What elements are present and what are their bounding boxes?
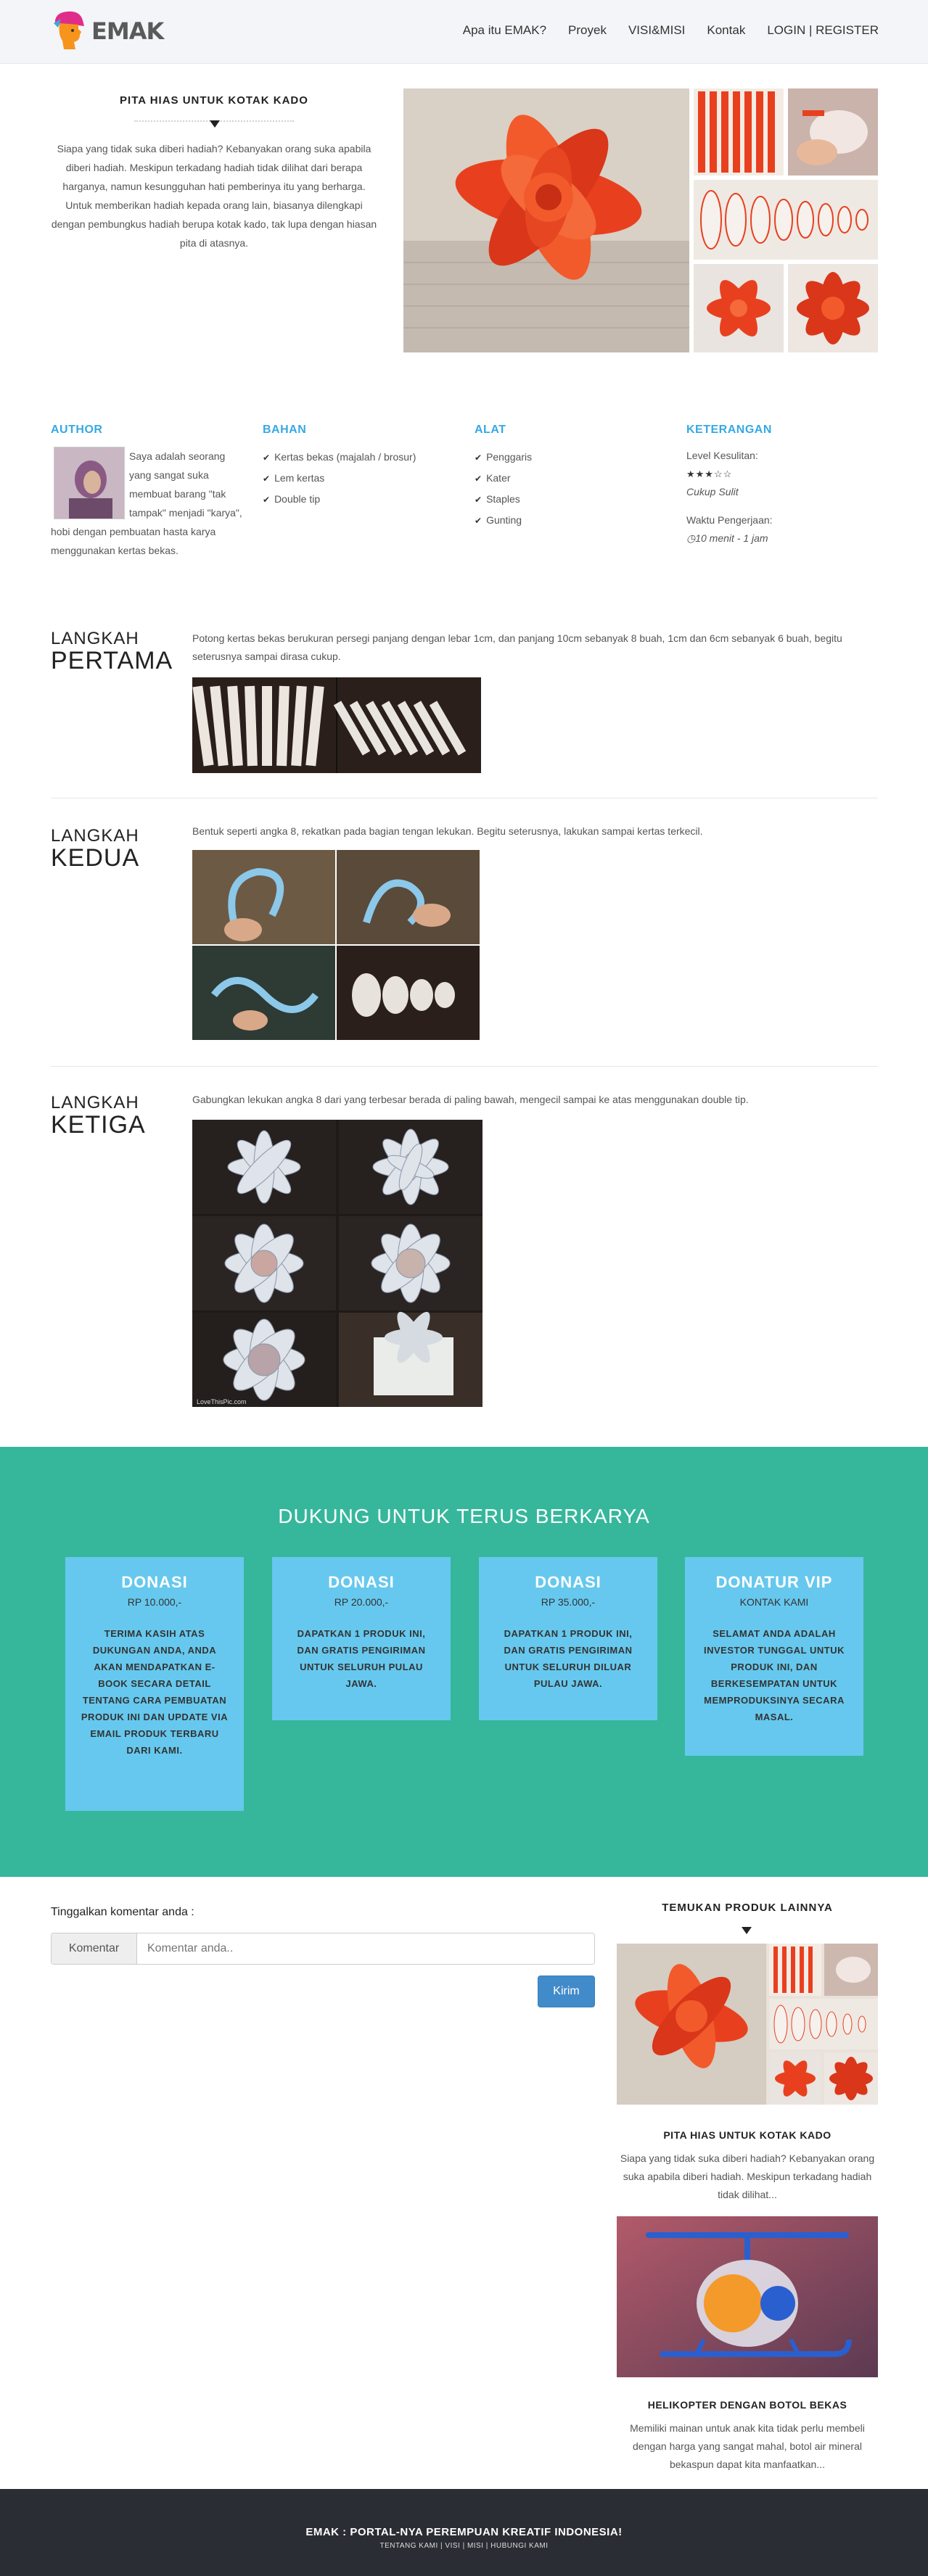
image-watermark: LoveThisPic.com bbox=[197, 1398, 247, 1405]
logo[interactable] bbox=[51, 9, 164, 54]
navbar bbox=[0, 0, 928, 64]
notes-section bbox=[686, 424, 882, 548]
donation-card-1[interactable] bbox=[65, 1557, 244, 1811]
comment-input[interactable] bbox=[137, 1933, 594, 1964]
logo-head-icon bbox=[51, 10, 87, 51]
footer bbox=[0, 2489, 928, 2576]
hero-arrow-icon bbox=[210, 120, 220, 128]
material-item: ✔ Kertas bekas (majalah / brosur) bbox=[263, 447, 459, 468]
donation-card-price: RP 35.000,- bbox=[541, 1596, 596, 1608]
related-product-1-image[interactable] bbox=[617, 1944, 878, 2105]
author-avatar bbox=[54, 447, 125, 519]
difficulty-value: Cukup Sulit bbox=[686, 486, 739, 498]
logo-text: EMAK bbox=[91, 17, 164, 45]
step-2-text: Bentuk seperti angka 8, rekatkan pada bagian tengan lekukan. Begitu seterusnya, lakukan sampai kertas terkecil. bbox=[192, 825, 703, 837]
materials-heading: BAHAN bbox=[263, 424, 307, 436]
notes-heading: KETERANGAN bbox=[686, 424, 772, 436]
step-1-text: Potong kertas bekas berukuran persegi panjang dengan lebar 1cm, dan panjang 10cm sebanyak 8 buah, 1cm dan 6cm sebanyak 6 buah, begitu seterusnya sampai dirasa cukup. bbox=[192, 632, 842, 662]
step-1-title-line1: LANGKAH bbox=[51, 629, 139, 648]
step-1 bbox=[51, 629, 878, 775]
hero-gallery bbox=[403, 88, 878, 352]
tools-section bbox=[475, 424, 670, 531]
materials-section bbox=[263, 424, 459, 510]
gallery-thumb-flower-small[interactable] bbox=[694, 264, 784, 352]
donation-card-desc: DAPATKAN 1 PRODUK INI, DAN GRATIS PENGIRIMAN UNTUK SELURUH DILUAR PULAU JAWA. bbox=[504, 1628, 633, 1689]
comment-label: Tinggalkan komentar anda : bbox=[51, 1906, 194, 1918]
donation-card-title: DONASI bbox=[328, 1573, 395, 1591]
hero-description: Siapa yang tidak suka diberi hadiah? Kebanyakan orang suka apabila diberi hadiah. Meskipun terkadang hadiah tidak dilihat dari berapa harganya, namun kesungguhan hati pemberinya itu yang berharga. Untuk memberikan hadiah kepada orang lain, biasanya dilengkapi dengan pembungkus hadiah berupa kotak kado, tak lupa dengan hiasan pita di atasnya. bbox=[51, 143, 377, 249]
related-products-title: TEMUKAN PRODUK LAINNYA bbox=[662, 1902, 833, 1914]
tool-item: ✔ Penggaris bbox=[475, 447, 670, 468]
tool-item: ✔ Staples bbox=[475, 489, 670, 510]
tool-item: ✔ Gunting bbox=[475, 510, 670, 531]
step-3-text: Gabungkan lekukan angka 8 dari yang terbesar berada di paling bawah, mengecil sampai ke atas menggunakan double tip. bbox=[192, 1094, 749, 1105]
nav-link-about[interactable]: Apa itu EMAK? bbox=[462, 23, 547, 37]
gallery-thumb-strips[interactable] bbox=[694, 88, 784, 176]
step-3-title-line1: LANGKAH bbox=[51, 1093, 139, 1112]
donation-card-price: RP 10.000,- bbox=[127, 1596, 182, 1608]
comment-addon: Komentar bbox=[52, 1933, 137, 1964]
difficulty-label: Level Kesulitan: bbox=[686, 450, 758, 461]
related-product-1-desc: Siapa yang tidak suka diberi hadiah? Kebanyakan orang suka apabila diberi hadiah. Meskipun terkadang hadiah tidak dilihat... bbox=[620, 2152, 875, 2200]
tools-heading: ALAT bbox=[475, 424, 506, 436]
donation-card-title: DONASI bbox=[121, 1573, 188, 1591]
related-arrow-icon bbox=[742, 1927, 752, 1934]
send-comment-button[interactable]: Kirim bbox=[538, 1976, 595, 2007]
donation-card-title: DONATUR VIP bbox=[715, 1573, 833, 1591]
author-bio: Saya adalah seorang yang sangat suka membuat barang "tak tampak" menjadi "karya", hobi dengan pembuatan hasta karya menggunakan kertas bekas. bbox=[51, 450, 242, 556]
step-divider bbox=[51, 1066, 878, 1067]
related-product-2-desc: Memiliki mainan untuk anak kita tidak perlu membeli dengan harga yang sangat mahal, botol air mineral bekaspun dapat kita manfaatkan... bbox=[630, 2422, 865, 2470]
donation-card-price: KONTAK KAMI bbox=[739, 1596, 809, 1608]
difficulty-stars: ★★★☆☆ bbox=[686, 468, 733, 479]
step-3 bbox=[51, 1091, 878, 1410]
step-2 bbox=[51, 822, 878, 1040]
donation-card-title: DONASI bbox=[535, 1573, 601, 1591]
related-product-2-title[interactable]: HELIKOPTER DENGAN BOTOL BEKAS bbox=[647, 2399, 847, 2411]
gallery-main-image[interactable] bbox=[403, 88, 689, 352]
material-item: ✔ Lem kertas bbox=[263, 468, 459, 489]
donation-card-desc: DAPATKAN 1 PRODUK INI, DAN GRATIS PENGIRIMAN UNTUK SELURUH PULAU JAWA. bbox=[297, 1628, 426, 1689]
step-2-title-line2: KEDUA bbox=[51, 844, 140, 872]
comment-input-group bbox=[51, 1933, 595, 1965]
donation-card-desc: TERIMA KASIH ATAS DUKUNGAN ANDA, ANDA AKAN MENDAPATKAN E-BOOK SECARA DETAIL TENTANG CARA PEMBUATAN PRODUK INI DAN UPDATE VIA EMAIL PRODUK TERBARU DARI KAMI. bbox=[81, 1628, 229, 1756]
gallery-thumb-flower-large[interactable] bbox=[788, 264, 878, 352]
nav-link-vision-mission[interactable]: VISI&MISI bbox=[628, 23, 686, 37]
step-2-title bbox=[51, 827, 189, 870]
nav-link-contact[interactable]: Kontak bbox=[707, 23, 746, 37]
time-value: 10 menit - 1 jam bbox=[695, 532, 768, 544]
related-product-2-image[interactable] bbox=[617, 2216, 878, 2377]
material-item: ✔ Double tip bbox=[263, 489, 459, 510]
tool-item: ✔ Kater bbox=[475, 468, 670, 489]
donation-card-3[interactable] bbox=[479, 1557, 657, 1720]
step-3-image[interactable] bbox=[192, 1120, 483, 1407]
donation-title: DUKUNG UNTUK TERUS BERKARYA bbox=[278, 1505, 650, 1527]
step-3-title bbox=[51, 1094, 189, 1137]
donation-section bbox=[0, 1447, 928, 1877]
gallery-thumb-loops[interactable] bbox=[694, 180, 878, 260]
step-2-title-line1: LANGKAH bbox=[51, 826, 139, 846]
step-1-image[interactable] bbox=[192, 677, 481, 773]
footer-links[interactable]: TENTANG KAMI | VISI | MISI | HUBUNGI KAMI bbox=[379, 2542, 549, 2550]
author-section bbox=[51, 424, 247, 560]
footer-tagline: EMAK : PORTAL-NYA PEREMPUAN KREATIF INDONESIA! bbox=[305, 2526, 623, 2538]
nav-link-projects[interactable]: Proyek bbox=[568, 23, 607, 37]
step-2-image[interactable] bbox=[192, 850, 480, 1040]
clock-icon: ◷ bbox=[686, 532, 696, 544]
step-1-title-line2: PERTAMA bbox=[51, 647, 173, 674]
donation-card-2[interactable] bbox=[272, 1557, 451, 1720]
donation-card-vip[interactable] bbox=[685, 1557, 863, 1756]
gallery-thumb-hand[interactable] bbox=[788, 88, 878, 176]
author-heading: AUTHOR bbox=[51, 424, 103, 436]
donation-card-price: RP 20.000,- bbox=[334, 1596, 389, 1608]
step-1-title bbox=[51, 629, 189, 673]
step-3-title-line2: KETIGA bbox=[51, 1111, 146, 1139]
main-nav bbox=[463, 23, 879, 38]
time-label: Waktu Pengerjaan: bbox=[686, 514, 773, 526]
hero-title: PITA HIAS UNTUK KOTAK KADO bbox=[120, 94, 308, 107]
related-product-1-title[interactable]: PITA HIAS UNTUK KOTAK KADO bbox=[663, 2129, 831, 2141]
nav-link-login-register[interactable]: LOGIN | REGISTER bbox=[767, 23, 879, 37]
donation-card-desc: SELAMAT ANDA ADALAH INVESTOR TUNGGAL UNTUK PRODUK INI, DAN BERKESEMPATAN UNTUK MEMPRODUKSINYA SECARA MASAL. bbox=[704, 1628, 845, 1722]
